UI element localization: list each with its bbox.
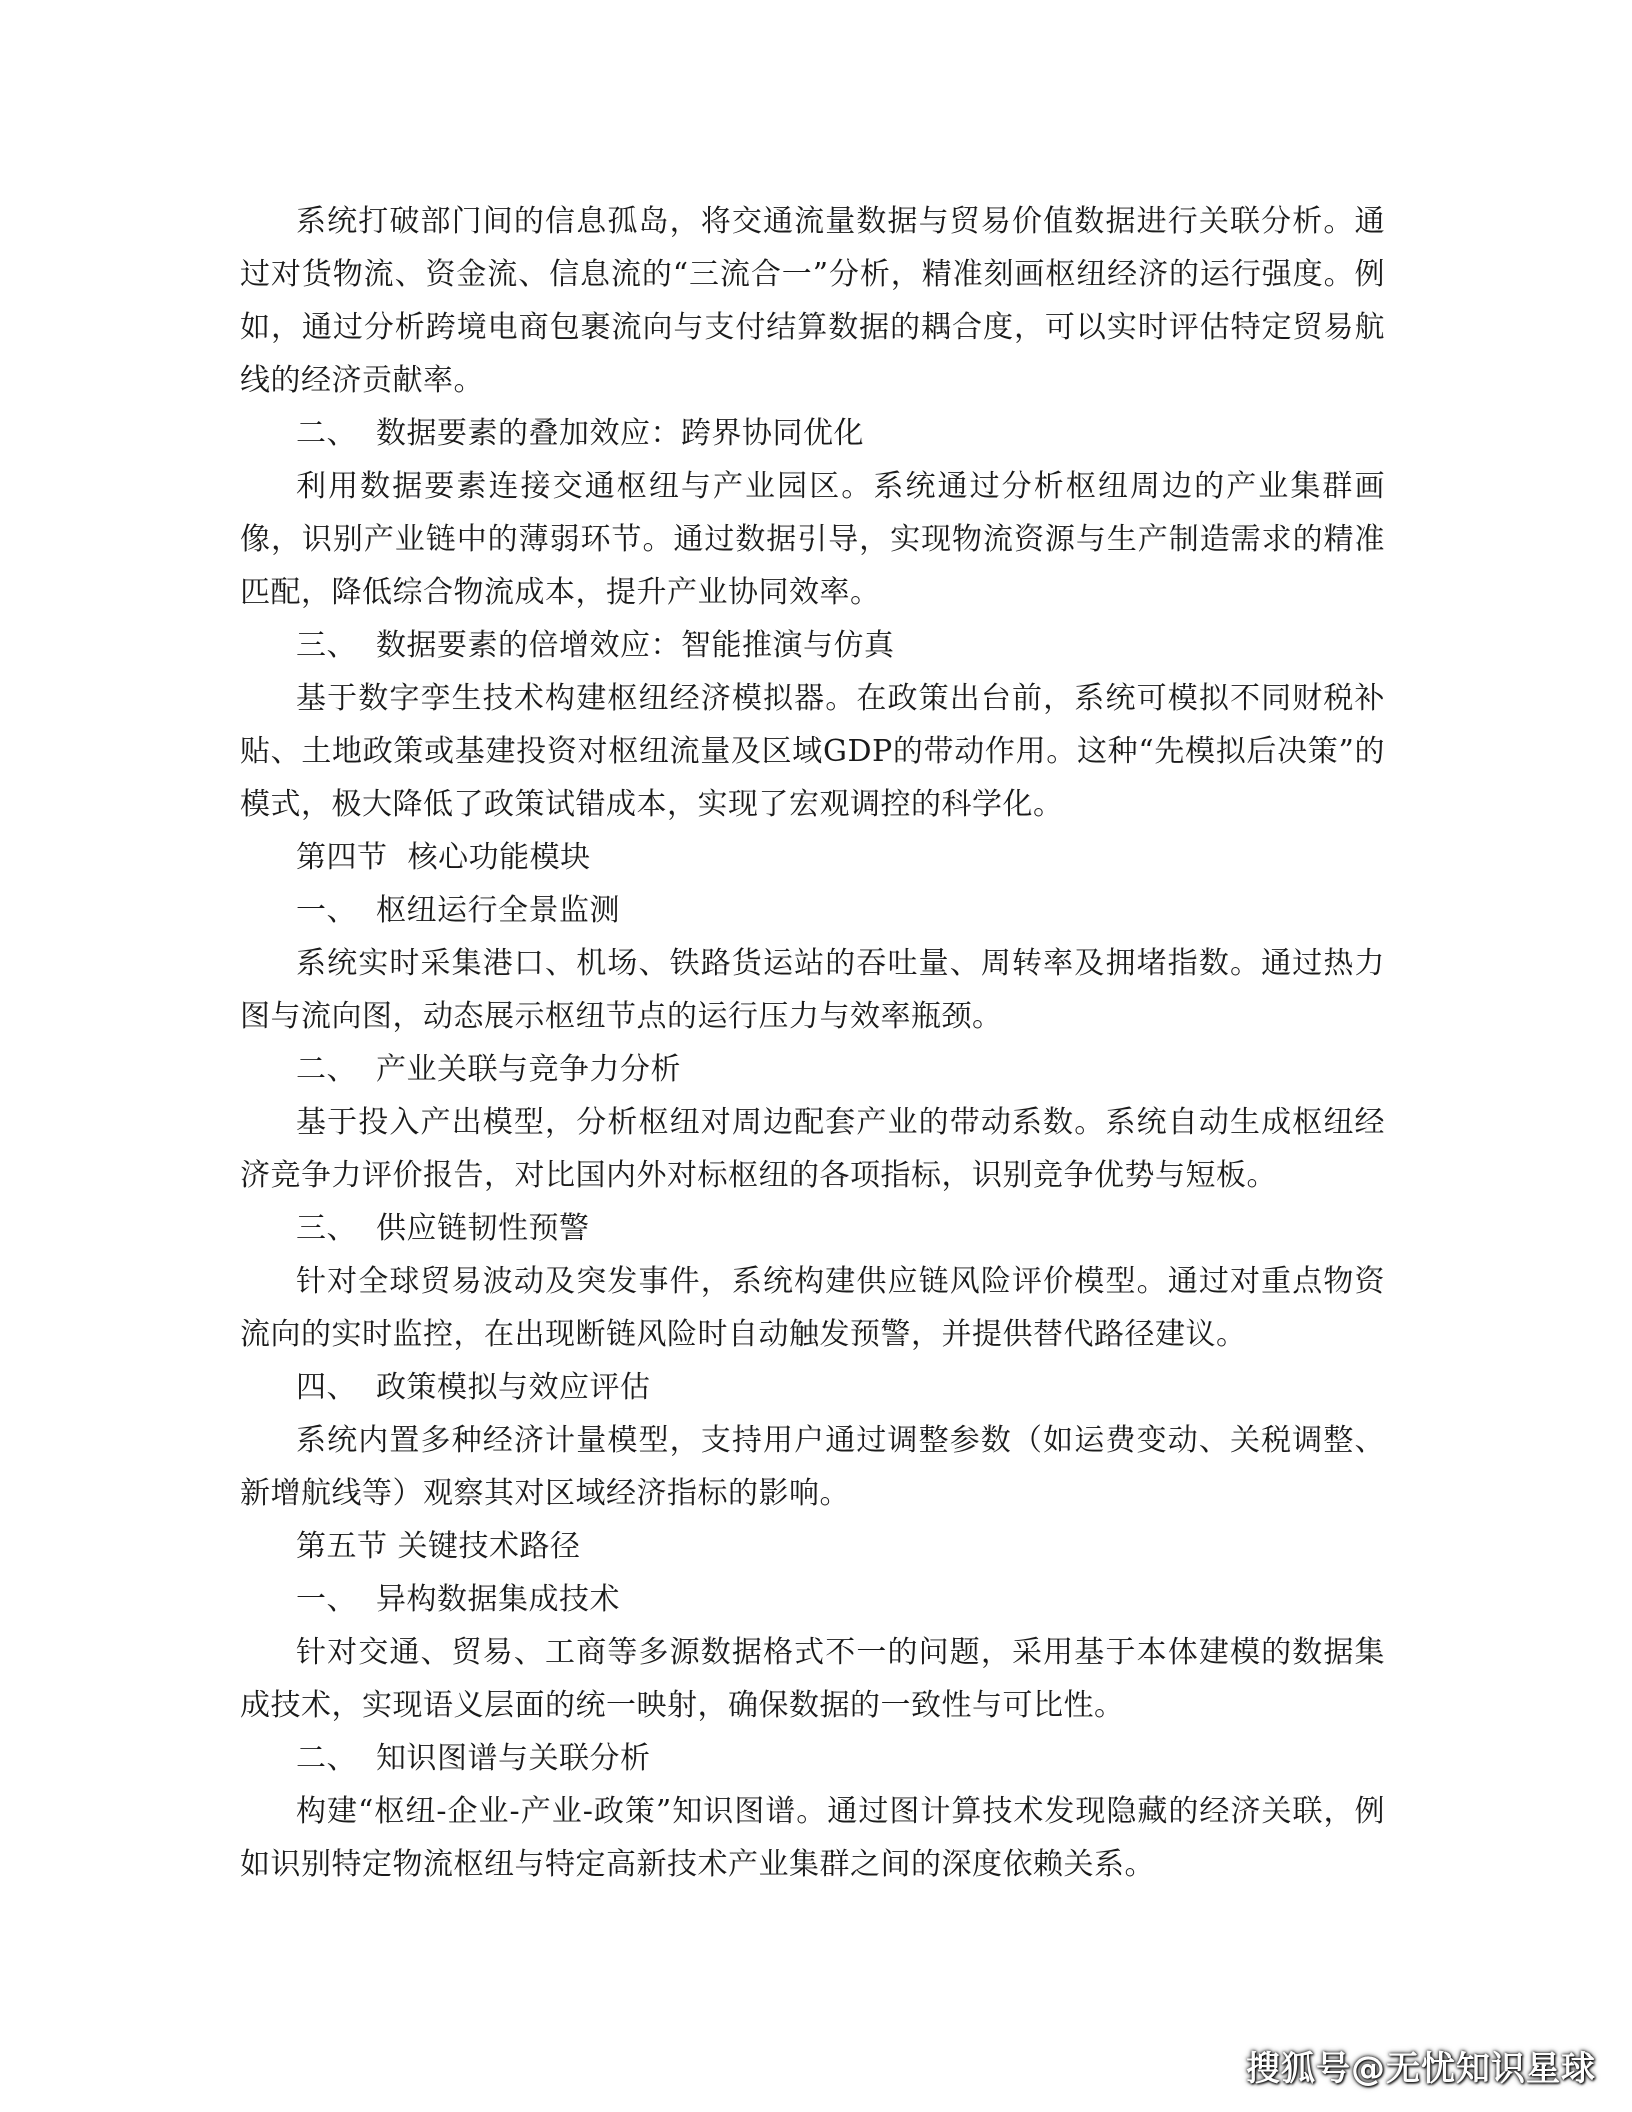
paragraph: 系统内置多种经济计量模型，支持用户通过调整参数（如运费变动、关税调整、新增航线等）观察其对区域经济指标的影响。 xyxy=(240,1423,1385,1511)
subheading-number: 二、 xyxy=(296,1741,357,1776)
subheading-text: 数据要素的倍增效应：智能推演与仿真 xyxy=(376,628,895,663)
paragraph: 系统实时采集港口、机场、铁路货运站的吞吐量、周转率及拥堵指数。通过热力图与流向图，动态展示枢纽节点的运行压力与效率瓶颈。 xyxy=(240,946,1385,1034)
subheading-number: 二、 xyxy=(296,1052,357,1087)
subheading-number: 三、 xyxy=(296,628,357,663)
document-body xyxy=(240,195,1385,1891)
paragraph: 构建“枢纽-企业-产业-政策”知识图谱。通过图计算技术发现隐藏的经济关联，例如识别特定物流枢纽与特定高新技术产业集群之间的深度依赖关系。 xyxy=(240,1794,1385,1882)
subheading xyxy=(240,619,1385,672)
subheading-text: 异构数据集成技术 xyxy=(376,1582,620,1617)
section-heading: 第五节 关键技术路径 xyxy=(296,1529,581,1564)
subheading xyxy=(240,884,1385,937)
watermark: 搜狐号@无忧知识星球 xyxy=(1246,2049,1596,2089)
paragraph: 基于数字孪生技术构建枢纽经济模拟器。在政策出台前，系统可模拟不同财税补贴、土地政策或基建投资对枢纽流量及区域GDP的带动作用。这种“先模拟后决策”的模式，极大降低了政策试错成本，实现了宏观调控的科学化。 xyxy=(240,681,1385,822)
subheading xyxy=(240,1361,1385,1414)
subheading xyxy=(240,407,1385,460)
subheading-number: 一、 xyxy=(296,1582,357,1617)
paragraph: 针对交通、贸易、工商等多源数据格式不一的问题，采用基于本体建模的数据集成技术，实现语义层面的统一映射，确保数据的一致性与可比性。 xyxy=(240,1635,1385,1723)
paragraph: 利用数据要素连接交通枢纽与产业园区。系统通过分析枢纽周边的产业集群画像，识别产业链中的薄弱环节。通过数据引导，实现物流资源与生产制造需求的精准匹配，降低综合物流成本，提升产业协同效率。 xyxy=(240,469,1385,610)
subheading-text: 政策模拟与效应评估 xyxy=(376,1370,651,1405)
subheading-text: 枢纽运行全景监测 xyxy=(376,893,620,928)
subheading-number: 三、 xyxy=(296,1211,357,1246)
paragraph: 基于投入产出模型，分析枢纽对周边配套产业的带动系数。系统自动生成枢纽经济竞争力评价报告，对比国内外对标枢纽的各项指标，识别竞争优势与短板。 xyxy=(240,1105,1385,1193)
paragraph: 针对全球贸易波动及突发事件，系统构建供应链风险评价模型。通过对重点物资流向的实时监控，在出现断链风险时自动触发预警，并提供替代路径建议。 xyxy=(240,1264,1385,1352)
subheading-text: 知识图谱与关联分析 xyxy=(376,1741,651,1776)
subheading-number: 四、 xyxy=(296,1370,357,1405)
subheading-text: 供应链韧性预警 xyxy=(376,1211,590,1246)
section-heading: 第四节 核心功能模块 xyxy=(296,840,591,875)
subheading-text: 数据要素的叠加效应：跨界协同优化 xyxy=(376,416,864,451)
subheading-number: 一、 xyxy=(296,893,357,928)
subheading-number: 二、 xyxy=(296,416,357,451)
subheading xyxy=(240,1043,1385,1096)
subheading-text: 产业关联与竞争力分析 xyxy=(376,1052,681,1087)
subheading xyxy=(240,1202,1385,1255)
paragraph: 系统打破部门间的信息孤岛，将交通流量数据与贸易价值数据进行关联分析。通过对货物流、资金流、信息流的“三流合一”分析，精准刻画枢纽经济的运行强度。例如，通过分析跨境电商包裹流向与支付结算数据的耦合度，可以实时评估特定贸易航线的经济贡献率。 xyxy=(240,204,1385,398)
subheading xyxy=(240,1573,1385,1626)
subheading xyxy=(240,1732,1385,1785)
